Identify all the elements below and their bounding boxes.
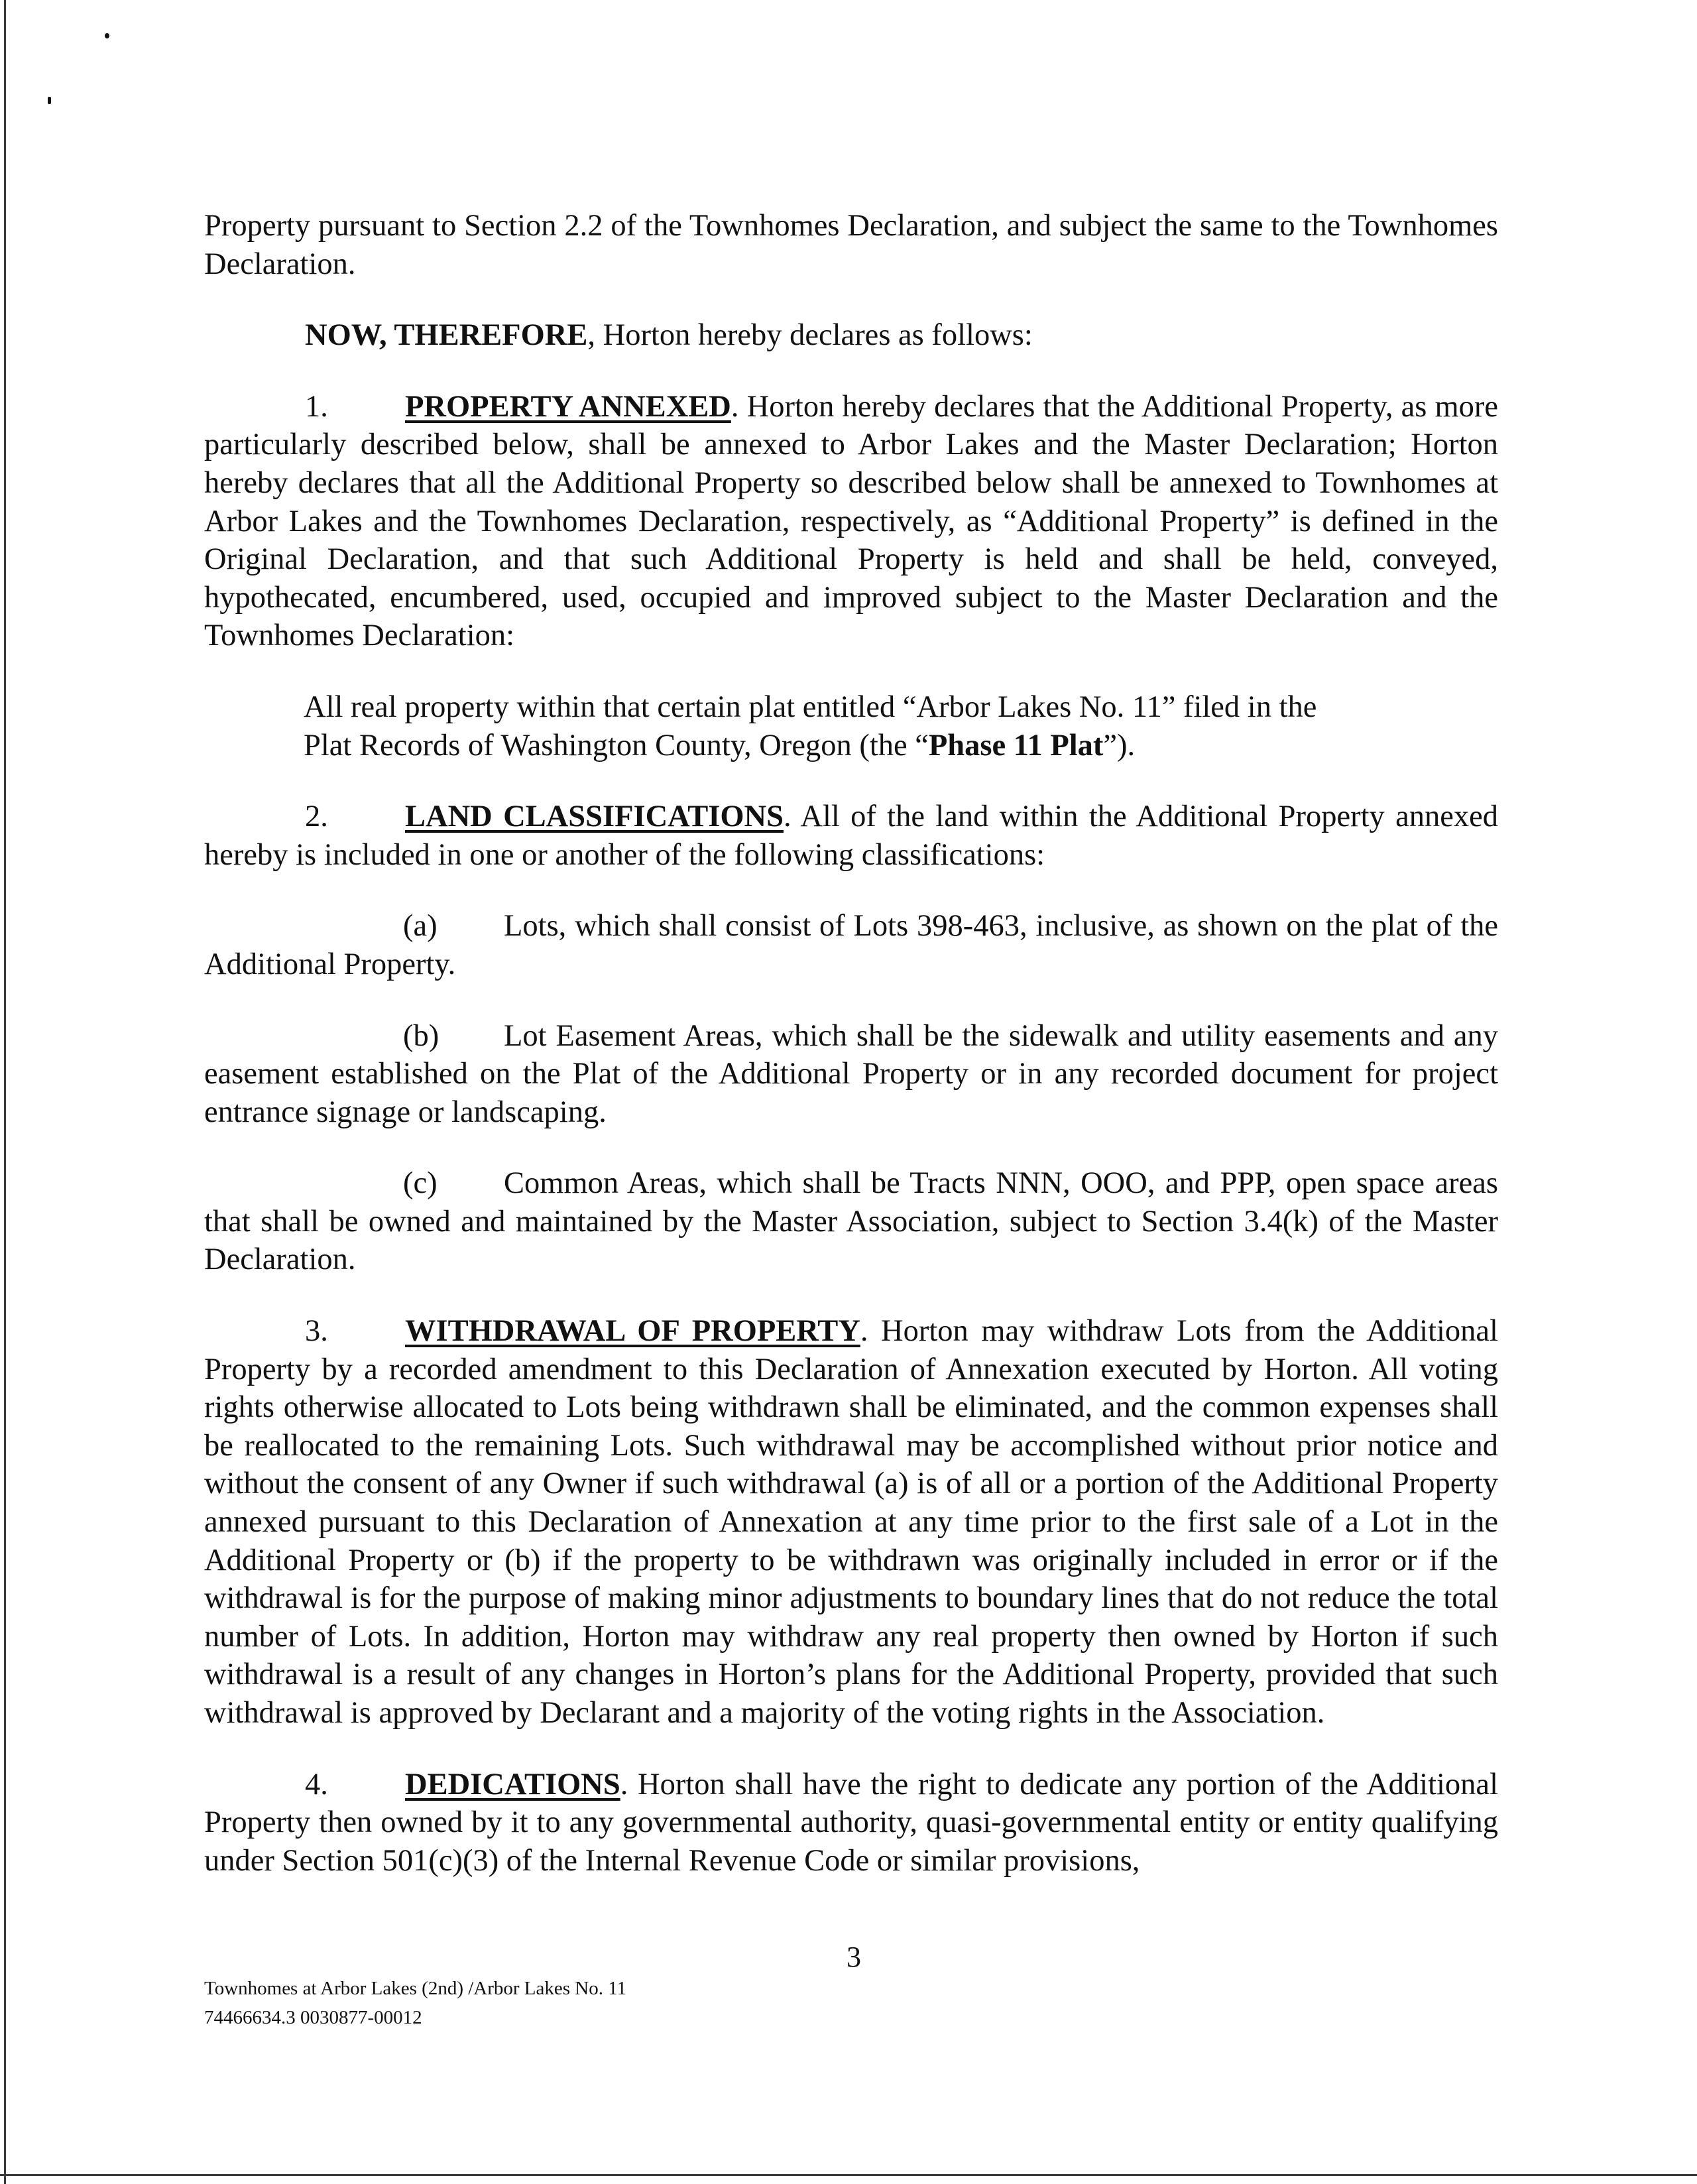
section-4-number: 4. (305, 1767, 328, 1801)
scan-speck (105, 33, 109, 38)
item-a-text: Lots, which shall consist of Lots 398-463, inclusive, as shown on the plat of the Additional Property. (204, 909, 1498, 981)
property-description-quote (304, 688, 1498, 764)
scan-edge-bottom (0, 2174, 1697, 2176)
quote-line-2 (304, 727, 1498, 765)
item-a-label: (a) (403, 909, 438, 943)
document-body (204, 207, 1498, 1880)
section-3-number: 3. (305, 1314, 328, 1349)
classification-item-c (204, 1164, 1498, 1279)
section-2-text: . All of the land within the Additional Property annexed hereby is included in one or another of the following classifications: (204, 800, 1498, 872)
classification-item-a (204, 907, 1498, 983)
section-4-text: . Horton shall have the right to dedicate any portion of the Additional Property then owned by it to any governmental authority, quasi-governmental entity or entity qualifying under Section 501(c)(3) of the Internal Revenue Code or similar provisions, (204, 1767, 1498, 1878)
section-1-number: 1. (305, 389, 328, 424)
section-3-heading: WITHDRAWAL OF PROPERTY (405, 1314, 860, 1349)
phase-11-plat-term: Phase 11 Plat (928, 728, 1104, 762)
item-c-label: (c) (403, 1166, 438, 1201)
page-number: 3 (847, 1941, 861, 1973)
section-1-heading: PROPERTY ANNEXED (405, 389, 731, 424)
section-4-heading: DEDICATIONS (405, 1767, 620, 1801)
section-3-text: . Horton may withdraw Lots from the Additional Property by a recorded amendment to this Declaration of Annexation executed by Horton. All voting rights otherwise allocated to Lots being withdrawn shall be eliminated, and the common expenses shall be reallocated to the remaining Lots. Such withdrawal may be accomplished without prior notice and without the consent of any Owner if such withdrawal (a) is of all or a portion of the Additional Property annexed pursuant to this Declaration of Annexation at any time prior to the first sale of a Lot in the Additional Property or (b) if the property to be withdrawn was originally included in error or if the withdrawal is for the purpose of making minor adjustments to boundary lines that do not reduce the total number of Lots. In addition, Horton may withdraw any real property then owned by Horton if such withdrawal is a result of any changes in Horton’s plans for the Additional Property, provided that such withdrawal is approved by Declarant and a majority of the voting rights in the Association. (204, 1314, 1498, 1730)
document-footer (204, 1974, 626, 2032)
section-2-paragraph (204, 798, 1498, 874)
classification-item-b (204, 1017, 1498, 1132)
scan-edge-left (4, 0, 6, 2184)
section-4-paragraph (204, 1766, 1498, 1880)
section-3-paragraph (204, 1312, 1498, 1732)
quote-line-2-start: Plat Records of Washington County, Oregon (the “ (304, 728, 929, 762)
section-1-paragraph (204, 388, 1498, 655)
section-2-number: 2. (305, 800, 328, 834)
quote-line-1: All real property within that certain plat entitled “Arbor Lakes No. 11” filed in the (304, 690, 1317, 724)
intro-paragraph: Property pursuant to Section 2.2 of the Townhomes Declaration, and subject the same to the Townhomes Declaration. (204, 209, 1498, 281)
footer-title: Townhomes at Arbor Lakes (2nd) /Arbor Lakes No. 11 (204, 1978, 627, 1999)
therefore-rest: , Horton hereby declares as follows: (587, 318, 1033, 353)
scan-speck (48, 97, 51, 104)
footer-doc-id: 74466634.3 0030877-00012 (204, 2007, 422, 2028)
therefore-paragraph (204, 316, 1498, 355)
section-2-heading: LAND CLASSIFICATIONS (405, 800, 784, 834)
section-1-text: . Horton hereby declares that the Additional Property, as more particularly described below, shall be annexed to Arbor Lakes and the Master Declaration; Horton hereby declares that all the Additional Property so described below shall be annexed to Townhomes at Arbor Lakes and the Townhomes Declaration, respectively, as “Additional Property” is defined in the Original Declaration, and that such Additional Property is held and shall be held, conveyed, hypothecated, encumbered, used, occupied and improved subject to the Master Declaration and the Townhomes Declaration: (204, 389, 1498, 653)
item-b-label: (b) (403, 1018, 439, 1053)
therefore-bold: NOW, THEREFORE (305, 318, 588, 353)
item-c-text: Common Areas, which shall be Tracts NNN, OOO, and PPP, open space areas that shall be owned and maintained by the Master Association, subject to Section 3.4(k) of the Master Declaration. (204, 1166, 1498, 1277)
item-b-text: Lot Easement Areas, which shall be the sidewalk and utility easements and any easement established on the Plat of the Additional Property or in any recorded document for project entrance signage or landscaping. (204, 1018, 1498, 1129)
quote-line-2-end: ”). (1103, 728, 1136, 762)
